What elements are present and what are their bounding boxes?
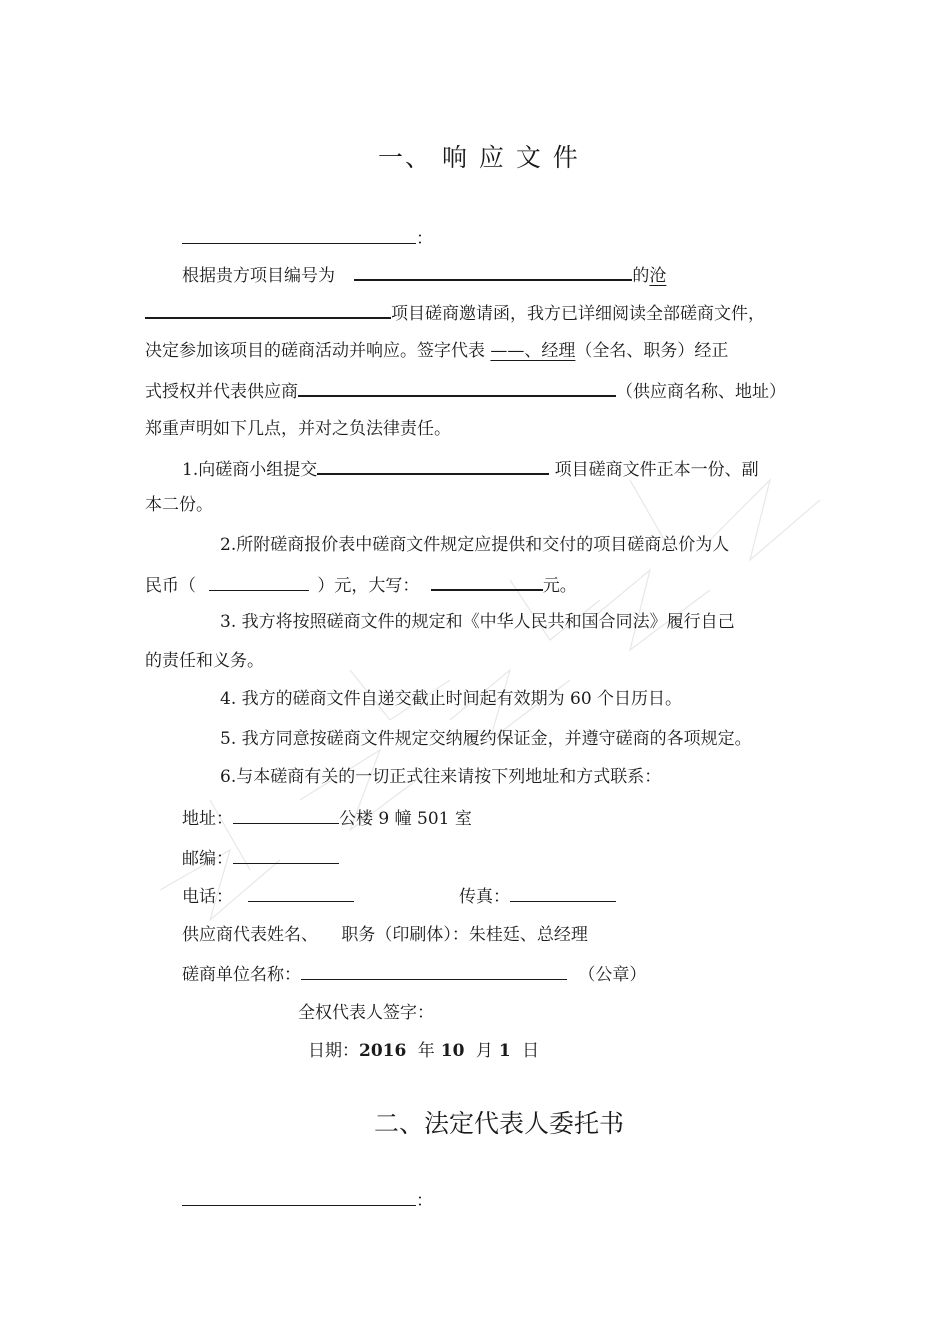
price-words-blank xyxy=(431,572,543,591)
para1-text-c: 沧 xyxy=(649,266,667,286)
team-blank xyxy=(317,456,549,475)
project-number-blank xyxy=(354,262,632,281)
para1-line1 xyxy=(182,262,666,287)
item1-text-a: 1.向磋商小组提交 xyxy=(182,460,318,480)
section2-addressee-colon: ： xyxy=(416,1191,433,1211)
item3-line1: 3. 我方将按照磋商文件的规定和《中华人民共和国合同法》履行自己 xyxy=(220,612,735,632)
para1-text-g: （全名、职务）经正 xyxy=(575,341,729,361)
item6: 6.与本磋商有关的一切正式往来请按下列地址和方式联系： xyxy=(220,767,662,787)
postcode-label: 邮编： xyxy=(182,849,233,869)
section-title: 一、 响 应 文 件 xyxy=(378,143,580,172)
addressee-colon: ： xyxy=(416,229,433,249)
price-figure-blank xyxy=(209,573,309,591)
item2-line1: 2.所附磋商报价表中磋商文件规定应提供和交付的项目磋商总价为人 xyxy=(220,535,730,555)
fax-row xyxy=(459,884,616,908)
section2-addressee-blank xyxy=(182,1188,416,1206)
para1-line3 xyxy=(145,340,728,362)
unit-seal-note: （公章） xyxy=(578,965,647,985)
item1-line1 xyxy=(182,456,759,481)
date-month: 10 xyxy=(440,1041,465,1061)
address-label: 地址： xyxy=(182,809,233,829)
unit-row xyxy=(182,962,646,986)
rep-row xyxy=(182,924,588,946)
date-label: 日期： xyxy=(308,1041,359,1061)
rep-label: 供应商代表姓名、 xyxy=(182,925,318,945)
item5: 5. 我方同意按磋商文件规定交纳履约保证金，并遵守磋商的各项规定。 xyxy=(220,729,752,749)
unit-blank xyxy=(301,962,567,980)
phone-blank xyxy=(248,884,354,902)
item2-text-d: 元。 xyxy=(542,576,577,596)
postcode-blank xyxy=(233,846,339,864)
phone-label: 电话： xyxy=(182,887,233,907)
supplier-blank xyxy=(298,378,616,397)
para1-text-d: 项目磋商邀请函，我方已详细阅读全部磋商文件， xyxy=(391,304,765,324)
para1-text-h: 式授权并代表供应商 xyxy=(145,382,298,402)
section2-title: 二、法定代表人委托书 xyxy=(374,1109,625,1138)
fax-label: 传真： xyxy=(459,887,510,907)
item3-line2: 的责任和义务。 xyxy=(145,651,264,671)
para1-text-i: （供应商名称、地址） xyxy=(616,382,786,402)
unit-label: 磋商单位名称： xyxy=(182,965,301,985)
para1-text-a: 根据贵方项目编号为 xyxy=(182,266,335,286)
signature-row: 全权代表人签字： xyxy=(298,1003,434,1023)
date-day-unit: 日 xyxy=(522,1041,540,1061)
rep-value: 职务（印刷体）：朱桂廷、总经理 xyxy=(341,925,588,945)
postcode-row xyxy=(182,846,339,870)
date-row xyxy=(308,1040,539,1062)
project-name-blank xyxy=(145,300,391,319)
signatory-value: ——、经理 xyxy=(490,341,576,361)
para1-line2 xyxy=(145,300,765,325)
address-row xyxy=(182,806,472,830)
fax-blank xyxy=(510,884,616,902)
addressee-line xyxy=(182,226,433,250)
date-year: 2016 xyxy=(359,1041,407,1061)
para1-text-e: 决定参加该项目的磋商活动并响应。签字代表 xyxy=(145,341,485,361)
phone-row xyxy=(182,884,354,908)
item4: 4. 我方的磋商文件自递交截止时间起有效期为 60 个日历日。 xyxy=(220,689,683,709)
address-blank xyxy=(233,806,339,824)
para1-text-b: 的 xyxy=(632,266,650,286)
item2-text-b: 民币（ xyxy=(145,576,196,596)
section2-addressee-line xyxy=(182,1188,433,1212)
item1-text-b: 项目磋商文件正本一份、副 xyxy=(554,460,759,480)
item2-line2 xyxy=(145,572,577,597)
addressee-blank xyxy=(182,226,416,244)
item1-line2: 本二份。 xyxy=(145,495,213,515)
para1-line4 xyxy=(145,378,786,403)
date-month-unit: 月 xyxy=(475,1041,493,1061)
date-year-unit: 年 xyxy=(417,1041,435,1061)
address-value: 公楼 9 幢 501 室 xyxy=(339,809,472,829)
date-day: 1 xyxy=(498,1041,511,1061)
item2-text-c: ）元，大写： xyxy=(317,576,420,596)
para1-line5: 郑重声明如下几点，并对之负法律责任。 xyxy=(145,419,451,439)
